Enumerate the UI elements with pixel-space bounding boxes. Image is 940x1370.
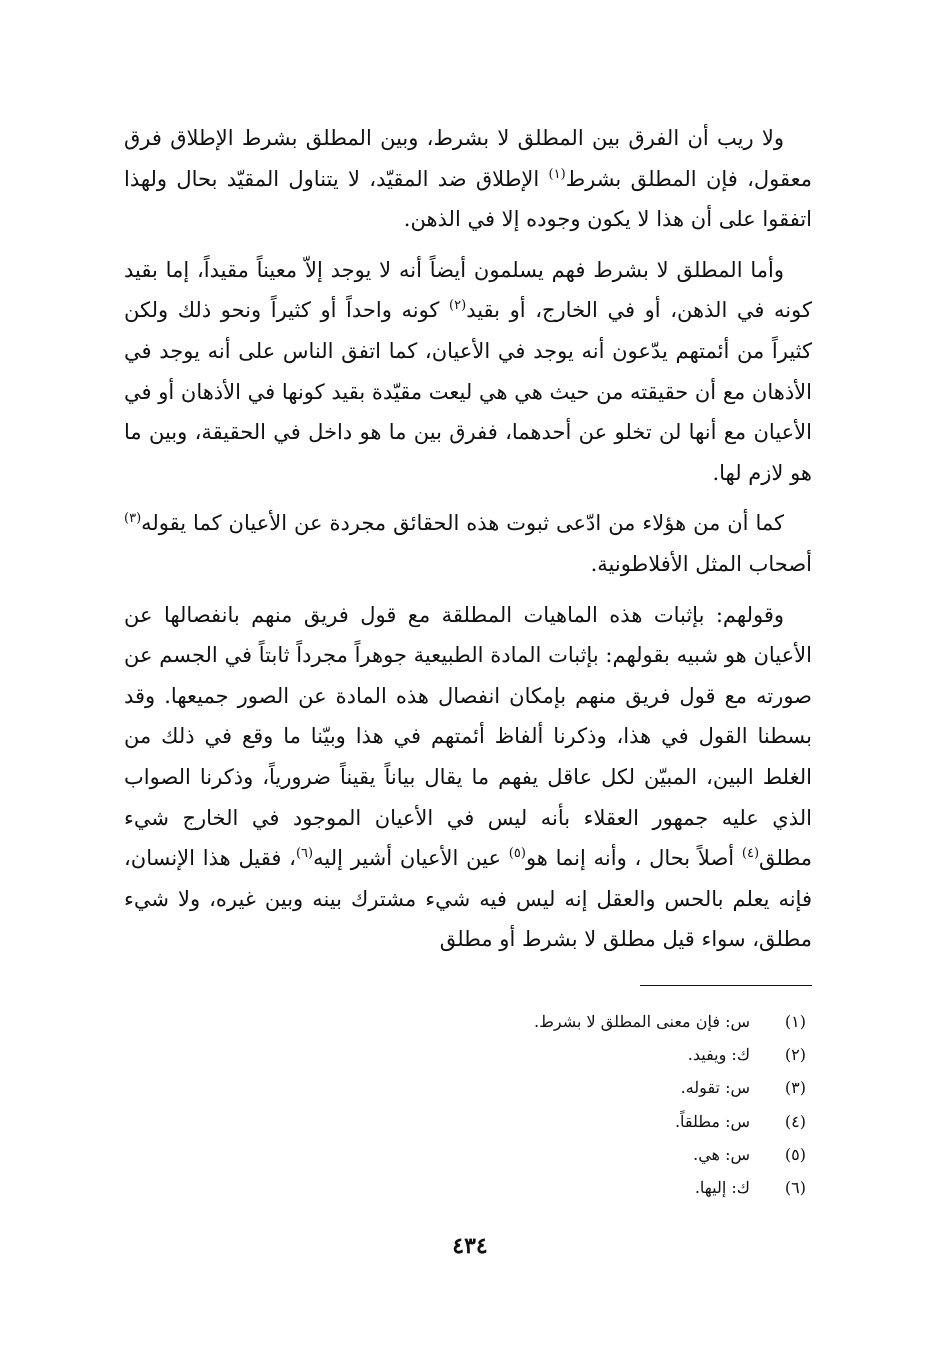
footnote-item [386, 1038, 806, 1071]
main-text [124, 118, 812, 960]
footnote-text: ك: ويفيد. [687, 1045, 750, 1065]
footnote-number: (٣) [784, 1078, 806, 1098]
page-number: ٤٣٤ [452, 1233, 488, 1259]
paragraph [124, 503, 812, 584]
text-segment: ولا ريب أن الفرق بين المطلق لا بشرط، وبين المطلق بشرط الإطلاق فرق معقول، فإن المطلق بشرط [124, 126, 812, 191]
text-segment: الإطلاق ضد المقيّد، لا يتناول المقيّد بحال ولهذا اتفقوا على أن هذا لا يكون وجوده إلا في الذهن. [124, 166, 812, 232]
footnote-number: (٤) [784, 1111, 806, 1131]
footnote-number: (٥) [784, 1144, 806, 1164]
footnote-item [386, 1171, 806, 1204]
footnotes [386, 1005, 806, 1204]
text-segment: ، فقيل هذا الإنسان، فإنه يعلم بالحس والعقل إنه ليس فيه شيء مشترك بينه وبين غيره، ولا شيء مطلق، سواء قيل مطلق لا بشرط أو مطلق [124, 846, 812, 952]
footnote-marker: (٥) [508, 846, 526, 862]
footnote-number: (١) [784, 1012, 806, 1031]
footnote-text: س: تقوله. [680, 1078, 750, 1098]
footnote-item [386, 1071, 806, 1104]
footnote-item [386, 1105, 806, 1138]
text-segment: كما أن من هؤلاء من ادّعى ثبوت هذه الحقائق مجردة عن الأعيان كما يقوله [141, 511, 784, 536]
paragraph [124, 595, 812, 960]
text-segment: وقولهم: بإثبات هذه الماهيات المطلقة مع قول فريق منهم بانفصالها عن الأعيان هو شبيه بقولهم: بإثبات المادة الطبيعية جوهراً مجرداً ثابتاً في الجسم عن صورته مع قول فريق منهم بإمكان انفصال هذه المادة عن الصور جميعها. وقد بسطنا القول في هذا، وذكرنا ألفاظ أئمتهم في هذا وبيّنا ما وقع في ذلك من الغلط البين، المبيّن لكل عاقل يفهم ما يقال بياناً يقيناً ضرورياً، وذكرنا الصواب الذي عليه جمهور العقلاء بأنه ليس في الأعيان الموجود في الخارج شيء مطلق [124, 602, 812, 871]
text-segment: عين الأعيان أشير إليه [313, 846, 509, 871]
text-segment: أصلاً بحال ، وأنه إنما هو [525, 846, 742, 871]
footnote-marker: (٤) [741, 846, 760, 862]
text-segment: وأما المطلق لا بشرط فهم يسلمون أيضاً أنه لا يوجد إلاّ معيناً مقيداً، إما بقيد كونه في الذهن، أو في الخارج، أو بقيد [124, 257, 812, 323]
footnote-number: (٢) [784, 1045, 806, 1065]
footnote-marker: (٣) [124, 511, 142, 527]
footnote-text: س: فإن معنى المطلق لا بشرط. [534, 1012, 750, 1031]
paragraph [124, 250, 812, 494]
footnote-marker: (٦) [295, 846, 314, 862]
footnote-text: س: هي. [693, 1144, 750, 1164]
footnote-separator [640, 985, 812, 986]
footnote-text: س: مطلقاً. [674, 1111, 750, 1131]
text-segment: كونه واحداً أو كثيراً ونحو ذلك ولكن كثيراً من أئمتهم يدّعون أنه يوجد في الأعيان، كما اتفق الناس على أنه يوجد في الأذهان مع أن حقيقته من حيث هي هي ليعت مقيّدة بقيد كونها في الأذهان أو في الأعيان مع أنها لن تخلو عن أحدهما، ففرق بين ما هو داخل في الحقيقة، وبين ما هو لازم لها. [124, 298, 812, 485]
footnote-number: (٦) [784, 1178, 806, 1198]
footnote-text: ك: إليها. [694, 1178, 750, 1198]
footnote-marker: (٢) [449, 298, 467, 314]
paragraph [124, 118, 812, 240]
text-segment: أصحاب المثل الأفلاطونية. [590, 551, 812, 576]
footnote-item [386, 1005, 806, 1038]
footnote-item [386, 1138, 806, 1171]
footnote-marker: (١) [548, 166, 566, 182]
